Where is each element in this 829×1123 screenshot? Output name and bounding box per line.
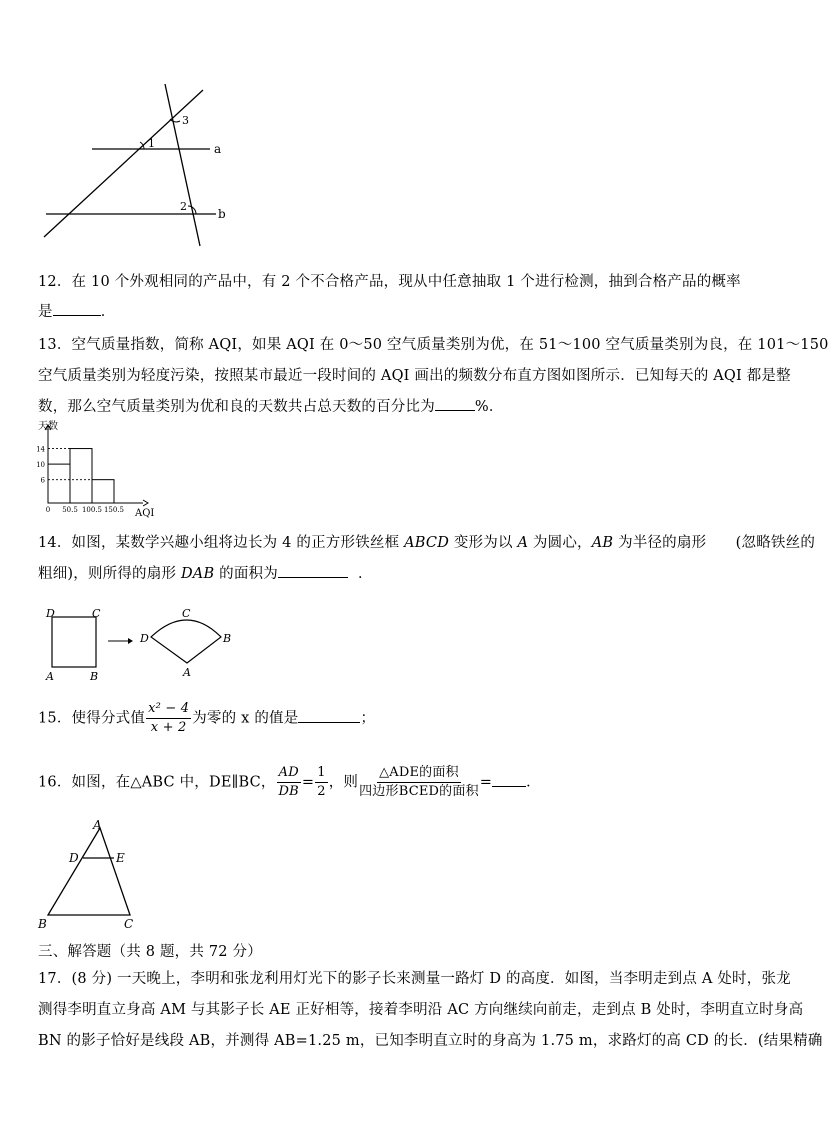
- triangle-abc: [48, 828, 130, 915]
- parallel-lines-figure: [40, 82, 240, 252]
- sector-dab: [151, 620, 221, 663]
- q16-f2-num: 1: [315, 764, 327, 783]
- aqi-histogram: [30, 418, 170, 518]
- q16-f3-num: △ADE的面积: [377, 764, 461, 783]
- q12-line2-post: ．: [100, 304, 116, 320]
- label-a: a: [214, 142, 222, 156]
- q16-eq2: =: [479, 774, 493, 791]
- q14-text-1: 14．如图，某数学兴趣小组将边长为 4 的正方形铁丝框: [38, 535, 405, 551]
- q14-text-3: 为圆心，: [528, 535, 592, 551]
- q13-line2: 空气质量类别为轻度污染，按照某市最近一段时间的 AQI 画出的频数分布直方图如图所示．已知每天的 AQI 都是整: [38, 368, 791, 384]
- q16-f3-den: 四边形BCED的面积: [359, 784, 479, 799]
- arrow-head: [128, 638, 133, 644]
- tri-label-d: D: [69, 851, 79, 865]
- q14-text-4: 为半径的扇形 (忽略铁丝的: [613, 535, 816, 551]
- sq-label-a: A: [46, 670, 54, 683]
- q16-fraction-3: [359, 764, 479, 801]
- q16-text-2: ，则: [328, 774, 359, 791]
- q17-line2: 测得李明直立身高 AM 与其影子长 AE 正好相等，接着李明沿 AC 方向继续向前走，走到点 B 处时，李明直立时身高: [38, 1002, 804, 1018]
- q14-answer-blank[interactable]: [278, 563, 348, 578]
- histogram-bar: [92, 480, 114, 503]
- tri-label-a: A: [93, 818, 102, 832]
- q13-line3-pre: 数，那么空气质量类别为优和良的天数共占总天数的百分比为: [38, 399, 435, 415]
- sq-label-d: D: [46, 607, 55, 620]
- histogram-y-tick: 14: [36, 445, 45, 454]
- q14-text-7: ．: [357, 566, 373, 582]
- q12-line2: [38, 300, 115, 321]
- tri-label-e: E: [116, 851, 125, 865]
- label-b: b: [218, 207, 226, 221]
- q14-abcd: ABCD: [404, 535, 450, 551]
- q13-answer-blank[interactable]: [435, 396, 475, 411]
- tri-label-b: B: [38, 917, 47, 931]
- histogram-y-tick: 10: [36, 461, 45, 470]
- q14-line1: [38, 531, 815, 552]
- q16-eq: =: [301, 774, 315, 791]
- q15-text-2: 为零的 x 的值是: [192, 710, 299, 727]
- q15-text-3: ；: [360, 710, 376, 727]
- q13-line3: [38, 395, 504, 416]
- q16-fraction-1: [277, 764, 301, 801]
- q14-text-6: 的面积为: [214, 566, 278, 582]
- tri-label-c: C: [124, 917, 134, 931]
- square-abcd: [52, 617, 96, 667]
- q16-text-1: 16．如图，在△ABC 中，DE∥BC，: [38, 774, 276, 791]
- label-3: 3: [182, 114, 189, 127]
- histogram-x-arrow: [143, 500, 148, 506]
- q15-denominator: x + 2: [150, 720, 187, 735]
- q15-answer-blank[interactable]: [298, 708, 360, 723]
- q14-dab: DAB: [180, 566, 215, 582]
- histogram-x-tick: 150.5: [103, 506, 125, 514]
- histogram-xlabel: AQI: [135, 508, 155, 519]
- q16-fraction-2: [315, 764, 327, 801]
- q14-a: A: [517, 535, 529, 551]
- histogram-ylabel: 天数: [38, 421, 58, 432]
- q14-ab: AB: [591, 535, 614, 551]
- sec-label-a: A: [183, 666, 191, 679]
- q16-answer-blank[interactable]: [492, 772, 526, 787]
- q15-line: [38, 700, 375, 737]
- q12-answer-blank[interactable]: [53, 301, 101, 316]
- q14-text-2: 变形为以: [449, 535, 518, 551]
- q17-line1: 17．(8 分) 一天晚上，李明和张龙利用灯光下的影子长来测量一路灯 D 的高度．如图，当李明走到点 A 处时，张龙: [38, 971, 791, 987]
- triangle-figure: [36, 818, 146, 934]
- histogram-x-tick: 0: [45, 506, 51, 514]
- q16-f1-num: AD: [277, 764, 301, 783]
- q16-f1-den: DB: [278, 784, 299, 799]
- q17-line3: BN 的影子恰好是线段 AB，并测得 AB=1.25 m，已知李明直立时的身高为 1.75 m，求路灯的高 CD 的长．(结果精确: [38, 1033, 823, 1049]
- sec-label-c: C: [182, 607, 191, 620]
- histogram-bar: [70, 449, 92, 503]
- sq-label-b: B: [90, 670, 99, 683]
- square-to-sector-figure: [40, 605, 240, 685]
- q16-f2-den: 2: [317, 784, 326, 799]
- q16-text-3: ．: [526, 774, 541, 791]
- histogram-y-tick: 6: [40, 476, 45, 485]
- sq-label-c: C: [92, 607, 101, 620]
- q15-numerator: x² − 4: [146, 700, 191, 719]
- sec-label-b: B: [223, 632, 232, 645]
- label-2: 2: [180, 200, 187, 213]
- q12-line2-pre: 是: [38, 304, 53, 320]
- q15-fraction: [146, 700, 191, 737]
- label-1: 1: [148, 137, 155, 150]
- q14-text-5: 粗细)，则所得的扇形: [38, 566, 181, 582]
- sec-label-d: D: [140, 632, 149, 645]
- transversal-1: [44, 90, 203, 237]
- q16-line: [38, 764, 541, 801]
- q15-text-1: 15．使得分式值: [38, 710, 146, 727]
- histogram-x-tick: 50.5: [62, 506, 78, 514]
- q14-line2: [38, 562, 373, 583]
- section-3-heading: 三、解答题（共 8 题，共 72 分）: [38, 944, 262, 960]
- histogram-x-tick: 100.5: [81, 506, 103, 514]
- q13-line1: 13．空气质量指数，简称 AQI，如果 AQI 在 0～50 空气质量类别为优，在 51～100 空气质量类别为良，在 101～150: [38, 337, 829, 353]
- q13-line3-post: %．: [474, 399, 504, 415]
- q12-line1: 12．在 10 个外观相同的产品中，有 2 个不合格产品，现从中任意抽取 1 个进行检测，抽到合格产品的概率: [38, 274, 741, 290]
- histogram-bar: [48, 464, 70, 503]
